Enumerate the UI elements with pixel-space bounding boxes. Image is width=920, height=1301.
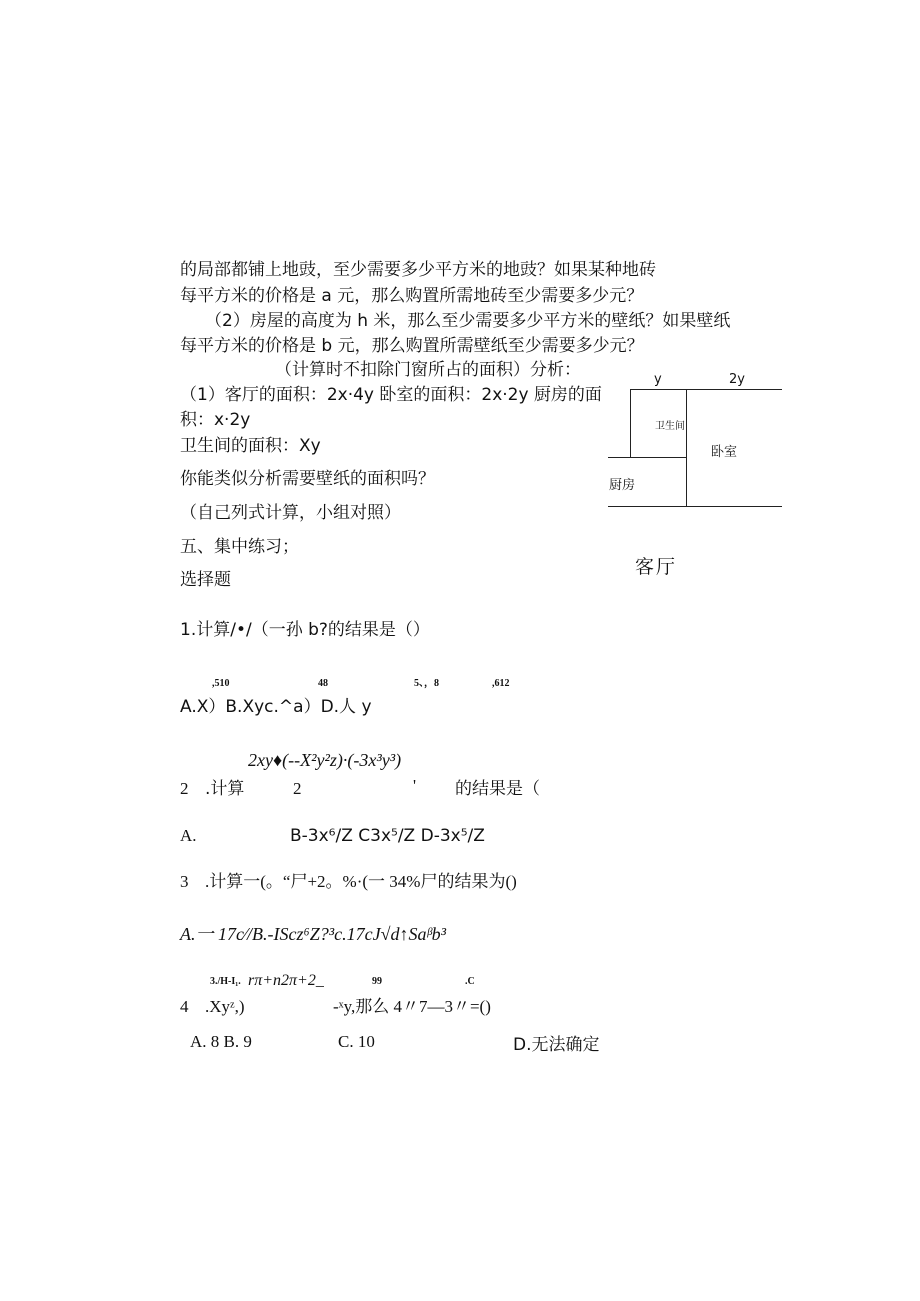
text-line: （2）房屋的高度为 h 米，那么至少需要多少平方米的壁纸？如果壁纸 [205,311,731,331]
q4-superscript: .C [465,976,475,987]
diagram-label-living-room: 客厅 [635,557,678,578]
note-line: （计算时不扣除门窗所占的面积）分析： [275,360,581,380]
q1-superscript: 48 [318,678,328,689]
q4-number: 4 [180,997,189,1016]
text-line: 每平方米的价格是 b 元，那么购置所需壁纸至少需要多少元？ [180,336,644,356]
q2-tick: ' [413,776,417,795]
section-heading: 选择题 [180,570,231,590]
diagram-label-bedroom: 卧室 [711,445,738,460]
diagram-label-2y: 2y [729,372,745,387]
diagram-label-bathroom: 卫生间 [655,421,685,432]
q2-tail: 的结果是（ [455,779,540,799]
analysis-line: （1）客厅的面积：2x·4y 卧室的面积：2x·2y 厨房的面 [180,385,602,405]
analysis-line: 积：x·2y [180,410,251,430]
q2-expression: 2xy♦(--X²y²z)·(-3x³y³) [248,750,402,770]
q4-options-ab: A. 8 B. 9 [190,1032,252,1051]
q4-option-c: C. 10 [338,1032,375,1051]
q1-superscript: 5、，8 [414,678,439,689]
q1-superscript: ,612 [492,678,510,689]
diagram-bottom-wall [608,506,782,507]
q3-number: 3 [180,872,189,891]
q4-superscript-expr: rπ+n2π+2_ [248,972,324,989]
q1-stem: 1.计算/•/（一孙 b?的结果是（） [180,620,430,640]
diagram-label-kitchen: 厨房 [609,478,636,493]
q4-superscript: 3./H-I₁. [210,976,241,987]
q1-options: A.X）B.Xyc.^a）D.人 y [180,697,372,717]
q2-option-a: A. [180,826,197,845]
q4-stem: .Xyᶻ,) [205,997,245,1016]
q2-denominator: 2 [293,779,302,798]
diagram-kitchen-top-wall [608,457,687,458]
analysis-line: 卫生间的面积：Xy [180,436,321,456]
diagram-label-y: y [654,372,662,387]
q2-number: 2 [180,779,189,798]
diagram-left-wall [630,389,631,457]
question-line: 你能类似分析需要壁纸的面积吗？ [180,469,435,489]
question-line: （自己列式计算，小组对照） [180,503,401,523]
q2-options: B-3x⁶/Z C3x⁵/Z D-3x⁵/Z [290,826,485,846]
q4-stem: -ˣy,那么 4〃7—3〃=() [333,997,491,1016]
text-line: 每平方米的价格是 a 元，那么购置所需地砖至少需要多少元？ [180,286,644,306]
q4-option-d: D.无法确定 [513,1035,600,1055]
q2-label: .计算 [205,779,245,799]
section-heading: 五、集中练习； [180,537,299,557]
q1-superscript: ,510 [212,678,230,689]
q3-stem: .计算一(。“尸+2。%·(一 34%尸的结果为() [205,872,517,891]
q4-superscript: 99 [372,976,382,987]
text-line: 的局部都铺上地豉，至少需要多少平方米的地豉？如果某种地砖 [180,260,656,280]
diagram-top-wall [630,389,782,390]
diagram-middle-wall [686,389,687,506]
q3-options: A.一 17c⁄/B.-IScz⁶Z?³c.17cJ√d↑Saᵝb³ [180,924,446,944]
